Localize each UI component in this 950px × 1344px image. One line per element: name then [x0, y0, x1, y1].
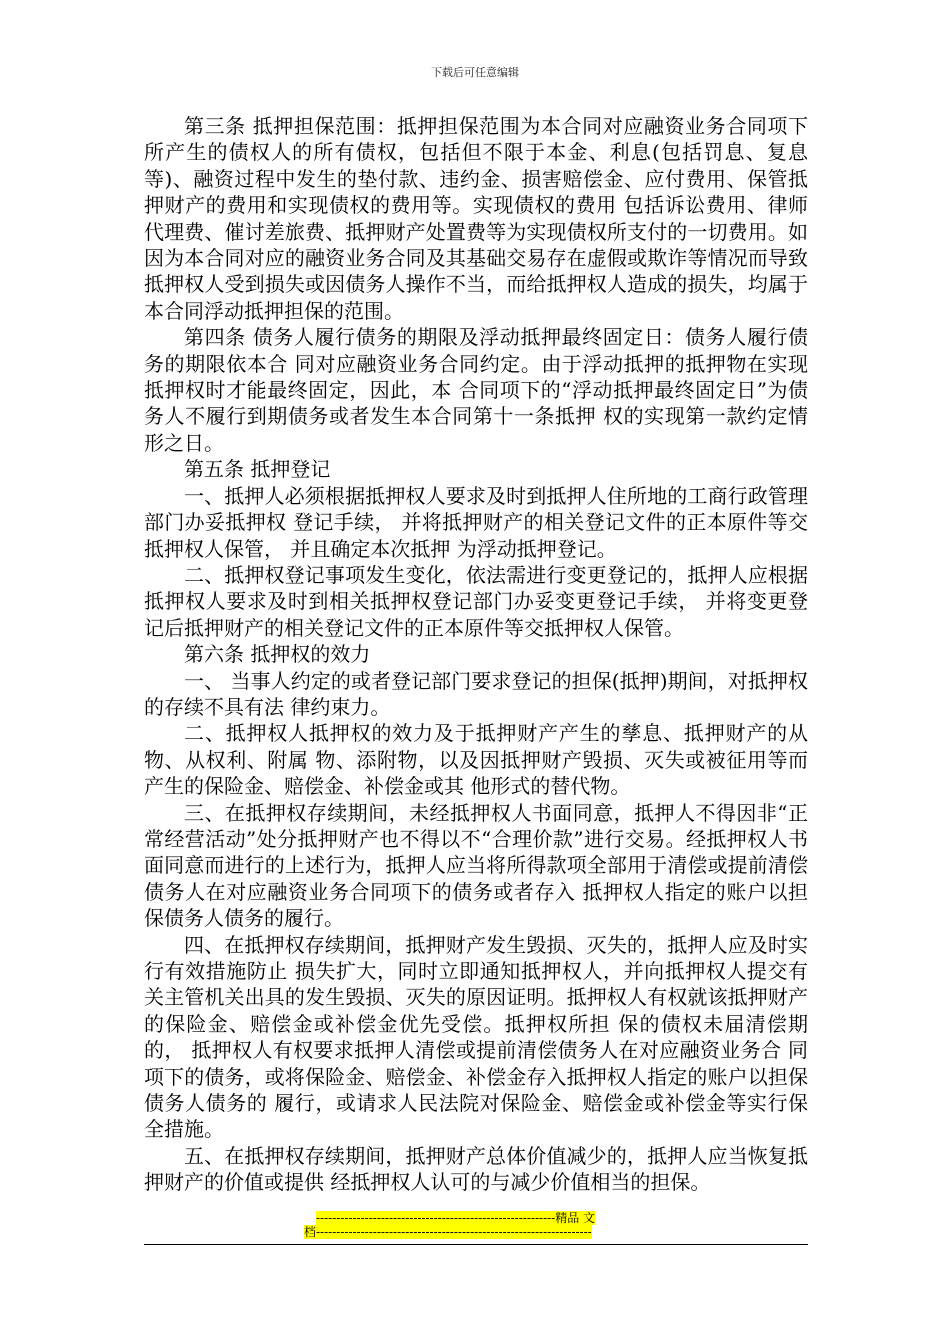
clause-5-item-2: 二、抵押权登记事项发生变化，依法需进行变更登记的，抵押人应根据抵押权人要求及时到相关抵押权登记部门办妥变更登记手续， 并将变更登记后抵押财产的相关登记文件的正本原件等交抵押权人保管。: [144, 562, 808, 640]
clause-6-item-5: 五、在抵押权存续期间，抵押财产总体价值减少的，抵押人应当恢复抵押财产的价值或提供 经抵押权人认可的与减少价值相当的担保。: [144, 1143, 808, 1195]
document-body: [144, 113, 808, 1196]
footer-note-line-1: -----------------------------------------------------------精品 文: [316, 1211, 596, 1225]
footer-divider: [144, 1244, 808, 1245]
clause-6-item-1: 一、 当事人约定的或者登记部门要求登记的担保(抵押)期间，对抵押权的存续不具有法 律约束力。: [144, 668, 808, 719]
clause-6-item-2: 二、抵押权人抵押权的效力及于抵押财产产生的孳息、抵押财产的从物、从权利、附属 物、添附物，以及因抵押财产毁损、灭失或被征用等而产生的保险金、赔偿金、补偿金或其 他形式的替代物。: [144, 721, 808, 799]
clause-3-paragraph: 第三条 抵押担保范围：抵押担保范围为本合同对应融资业务合同项下所产生的债权人的所有债权，包括但不限于本金、利息(包括罚息、复息等)、融资过程中发生的垫付款、违约金、损害赔偿金、应付费用、保管抵押财产的费用和实现债权的费用等。实现债权的费用 包括诉讼费用、律师代理费、催讨差旅费、抵押财产处置费等为实现债权所支付的一切费用。如因为本合同对应的融资业务合同及其基础交易存在虚假或欺诈等情况而导致抵押权人受到损失或因债务人操作不当，而给抵押权人造成的损失，均属于本合同浮动抵押担保的范围。: [144, 114, 808, 323]
clause-5-item-1: 一、抵押人必须根据抵押权人要求及时到抵押人住所地的工商行政管理部门办妥抵押权 登记手续， 并将抵押财产的相关登记文件的正本原件等交抵押权人保管， 并且确定本次抵押 为浮动抵押登记。: [144, 483, 808, 561]
footer-note: [304, 1211, 644, 1239]
clause-5-heading: 第五条 抵押登记: [184, 457, 331, 482]
footer-note-line-2: 档--------------------------------------------------------------------: [304, 1225, 592, 1239]
clause-6-item-3: 三、在抵押权存续期间，未经抵押权人书面同意，抵押人不得因非“正常经营活动”处分抵押财产也不得以不“合理价款”进行交易。经抵押权人书面同意而进行的上述行为，抵押人应当将所得款项全部用于清偿或提前清偿债务人在对应融资业务合同项下的债务或者存入 抵押权人指定的账户以担保债务人债务的履行。: [144, 800, 808, 931]
clause-6-heading: 第六条 抵押权的效力: [184, 642, 371, 667]
clause-6-item-4: 四、在抵押权存续期间，抵押财产发生毁损、灭失的，抵押人应及时实行有效措施防止 损失扩大，同时立即通知抵押权人，并向抵押权人提交有关主管机关出具的发生毁损、灭失的原因证明。抵押权人有权就该抵押财产的保险金、赔偿金或补偿金优先受偿。抵押权所担 保的债权未届清偿期的， 抵押权人有权要求抵押人清偿或提前清偿债务人在对应融资业务合 同项下的债务，或将保险金、赔偿金、补偿金存入抵押权人指定的账户以担保债务人债务的 履行，或请求人民法院对保险金、赔偿金或补偿金等实行保全措施。: [144, 932, 808, 1142]
clause-4-paragraph: 第四条 债务人履行债务的期限及浮动抵押最终固定日：债务人履行债务的期限依本合 同对应融资业务合同约定。由于浮动抵押的抵押物在实现抵押权时才能最终固定，因此，本 合同项下的“浮动抵押最终固定日”为债务人不履行到期债务或者发生本合同第十一条抵押 权的实现第一款约定情形之日。: [144, 325, 808, 455]
page-header: 下载后可任意编辑: [431, 66, 519, 79]
